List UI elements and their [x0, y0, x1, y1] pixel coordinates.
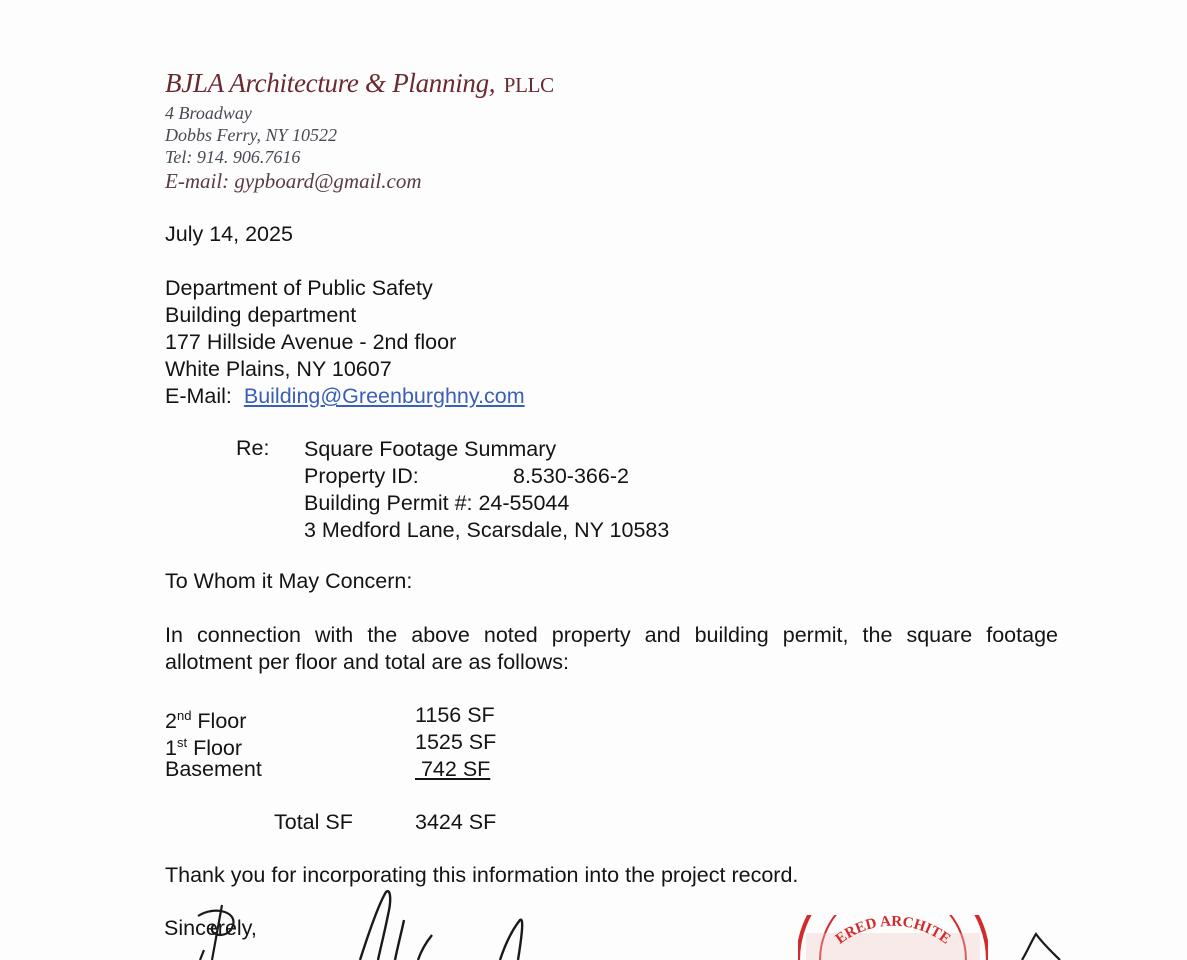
recipient-line2: Building department	[165, 303, 357, 327]
letter-date: July 14, 2025	[165, 222, 293, 246]
firm-suffix: PLLC	[503, 73, 554, 97]
firm-address-line2: Dobbs Ferry, NY 10522	[165, 125, 338, 145]
signature-stroke-main	[360, 891, 522, 960]
re-subject: Square Footage Summary	[304, 437, 557, 461]
re-permit: Building Permit #: 24-55044	[304, 491, 570, 515]
body-paragraph-line2: allotment per floor and total are as follows:	[165, 650, 569, 674]
sf-row-value: 742 SF	[415, 757, 491, 781]
total-label: Total SF	[274, 810, 353, 834]
body-paragraph-line1: In connection with the above noted property and building permit, the square footage	[165, 623, 1058, 647]
sf-floor-name: Floor	[191, 709, 247, 733]
firm-email: E-mail: gypboard@gmail.com	[165, 169, 422, 193]
closing: Sincerely,	[164, 916, 257, 940]
sf-floor-ordinal: nd	[176, 708, 192, 723]
thanks-sentence: Thank you for incorporating this information into the project record.	[165, 863, 799, 887]
total-value: 3424 SF	[415, 810, 497, 834]
recipient-line4: White Plains, NY 10607	[165, 357, 392, 381]
sf-row-value: 1525 SF	[415, 730, 497, 754]
firm-phone: Tel: 914. 906.7616	[165, 147, 301, 167]
re-label: Re:	[236, 436, 270, 460]
recipient-email-label: E-Mail:	[165, 384, 232, 408]
re-property-id-label: Property ID:	[304, 464, 419, 488]
firm-name-text: BJLA Architecture & Planning,	[165, 68, 496, 98]
architect-seal	[798, 915, 988, 960]
signature-scribble	[198, 905, 234, 960]
recipient-line1: Department of Public Safety	[165, 276, 433, 300]
seal-text: ERED ARCHITE	[832, 915, 954, 948]
sf-floor-name: Basement	[165, 757, 262, 781]
recipient-email-link[interactable]: Building@Greenburghny.com	[243, 384, 525, 408]
signature-stroke-right	[1022, 934, 1060, 960]
sf-row-value: 1156 SF	[415, 703, 495, 727]
recipient-line3: 177 Hillside Avenue - 2nd floor	[165, 330, 457, 354]
sf-floor-name: Floor	[187, 736, 243, 760]
salutation: To Whom it May Concern:	[165, 569, 413, 593]
re-property-id-value: 8.530-366-2	[513, 464, 629, 488]
firm-address-line1: 4 Broadway	[165, 103, 252, 123]
sf-floor-number: 1	[165, 736, 177, 760]
re-address: 3 Medford Lane, Scarsdale, NY 10583	[304, 518, 670, 542]
sf-floor-number: 2	[165, 709, 177, 733]
sf-floor-ordinal: st	[176, 735, 188, 750]
seal-fill	[806, 933, 980, 960]
